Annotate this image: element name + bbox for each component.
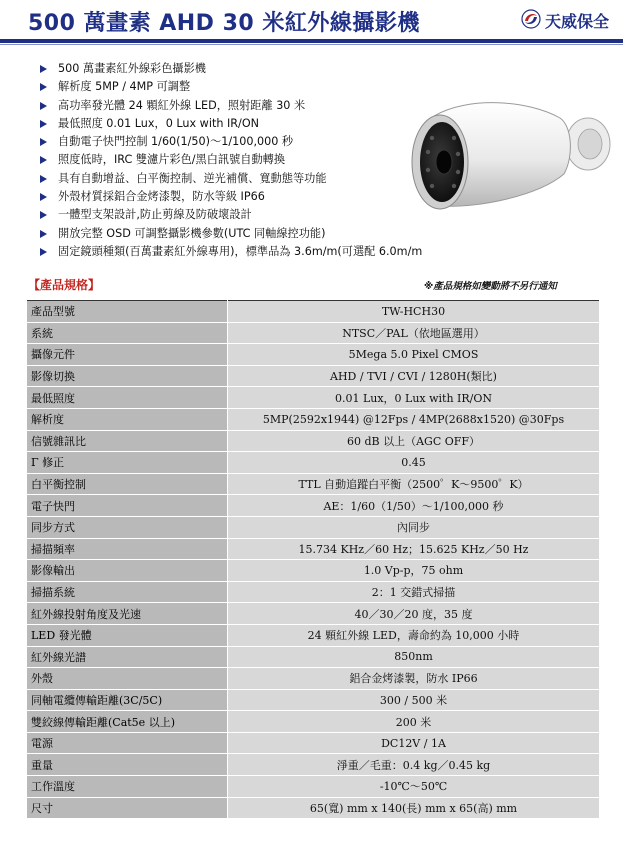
brand-logo [521, 6, 617, 34]
spec-label: 同軸電纜傳輸距離(3C/5C) [27, 689, 228, 711]
table-row [27, 776, 600, 798]
triangle-bullet-icon [40, 83, 47, 91]
table-row [27, 689, 600, 711]
spec-value: 0.45 [228, 452, 600, 474]
feature-item: 高功率發光體 24 顆紅外線 LED，照射距離 30 米 [38, 97, 422, 115]
feature-item: 開放完整 OSD 可調整攝影機參數(UTC 同軸線控功能) [38, 225, 422, 243]
spec-value: 60 dB 以上（AGC OFF） [228, 430, 600, 452]
spec-label: Γ 修正 [27, 452, 228, 474]
table-row [27, 646, 600, 668]
table-row [27, 344, 600, 366]
spec-label: LED 發光體 [27, 624, 228, 646]
spec-label: 外殼 [27, 668, 228, 690]
spec-label: 同步方式 [27, 516, 228, 538]
spec-table [26, 300, 600, 819]
spec-value: 65(寬) mm x 140(長) mm x 65(高) mm [228, 797, 600, 819]
table-row [27, 754, 600, 776]
spec-value: TW-HCH30 [228, 301, 600, 323]
title-divider [0, 39, 623, 43]
table-row [27, 668, 600, 690]
spec-value: 0.01 Lux，0 Lux with IR/ON [228, 387, 600, 409]
spec-value: NTSC／PAL（依地區選用） [228, 322, 600, 344]
feature-item: 具有自動增益、白平衡控制、逆光補償、寬動態等功能 [38, 170, 422, 188]
spec-value: AHD / TVI / CVI / 1280H(類比) [228, 365, 600, 387]
spec-value: 5MP(2592x1944) @12Fps / 4MP(2688x1520) @30Fps [228, 408, 600, 430]
table-row [27, 624, 600, 646]
feature-list [38, 60, 422, 261]
triangle-bullet-icon [40, 138, 47, 146]
spec-value: -10℃～50℃ [228, 776, 600, 798]
spec-value: TTL 自動追蹤白平衡（2500゜K～9500゜K） [228, 473, 600, 495]
spec-label: 紅外線光譜 [27, 646, 228, 668]
feature-item: 解析度 5MP / 4MP 可調整 [38, 78, 422, 96]
brand-name: 天威保全 [545, 12, 610, 31]
spec-value: AE：1/60（1/50）～1/100,000 秒 [228, 495, 600, 517]
table-row [27, 538, 600, 560]
triangle-bullet-icon [40, 193, 47, 201]
spec-label: 電源 [27, 732, 228, 754]
spec-label: 電子快門 [27, 495, 228, 517]
camera-product-image [398, 78, 614, 228]
spec-label: 雙絞線傳輸距離(Cat5e 以上) [27, 711, 228, 733]
triangle-bullet-icon [40, 102, 47, 110]
spec-label: 產品型號 [27, 301, 228, 323]
spec-value: 15.734 KHz／60 Hz；15.625 KHz／50 Hz [228, 538, 600, 560]
feature-item: 固定鏡頭種類(百萬畫素紅外線專用)，標準品為 3.6m/m(可選配 6.0m/m [38, 243, 422, 261]
page-title: 500 萬畫素 AHD 30 米紅外線攝影機 [28, 11, 420, 36]
table-row [27, 430, 600, 452]
table-row [27, 301, 600, 323]
triangle-bullet-icon [40, 65, 47, 73]
spec-value: 淨重／毛重：0.4 kg／0.45 kg [228, 754, 600, 776]
spec-label: 重量 [27, 754, 228, 776]
spec-value: 內同步 [228, 516, 600, 538]
spec-value: 1.0 Vp-p，75 ohm [228, 560, 600, 582]
spec-heading: 【產品規格】 [28, 278, 101, 292]
table-row [27, 711, 600, 733]
spec-value: 24 顆紅外線 LED，壽命約為 10,000 小時 [228, 624, 600, 646]
spec-note: ※產品規格如變動將不另行通知 [424, 281, 557, 292]
spec-value: 2：1 交錯式掃描 [228, 581, 600, 603]
table-row [27, 322, 600, 344]
table-row [27, 408, 600, 430]
spec-label: 系統 [27, 322, 228, 344]
spec-label: 紅外線投射角度及光速 [27, 603, 228, 625]
table-row [27, 560, 600, 582]
table-row [27, 452, 600, 474]
title-divider-thin [0, 44, 623, 45]
table-row [27, 581, 600, 603]
triangle-bullet-icon [40, 211, 47, 219]
triangle-bullet-icon [40, 156, 47, 164]
table-row [27, 732, 600, 754]
feature-item: 照度低時，IRC 雙濾片彩色/黑白訊號自動轉換 [38, 151, 422, 169]
table-row [27, 495, 600, 517]
feature-item: 一體型支架設計,防止剪線及防破壞設計 [38, 206, 422, 224]
triangle-bullet-icon [40, 230, 47, 238]
feature-item: 自動電子快門控制 1/60(1/50)～1/100,000 秒 [38, 133, 422, 151]
spec-value: 鋁合金烤漆製，防水 IP66 [228, 668, 600, 690]
spec-label: 解析度 [27, 408, 228, 430]
spec-value: 850nm [228, 646, 600, 668]
spec-value: 40／30／20 度，35 度 [228, 603, 600, 625]
spec-value: 5Mega 5.0 Pixel CMOS [228, 344, 600, 366]
table-row [27, 473, 600, 495]
table-row [27, 387, 600, 409]
spec-value: DC12V / 1A [228, 732, 600, 754]
spec-label: 最低照度 [27, 387, 228, 409]
spec-label: 影像切換 [27, 365, 228, 387]
spec-label: 掃描系統 [27, 581, 228, 603]
spec-label: 掃描頻率 [27, 538, 228, 560]
spec-label: 影像輸出 [27, 560, 228, 582]
triangle-bullet-icon [40, 248, 47, 256]
spec-label: 尺寸 [27, 797, 228, 819]
feature-item: 外殼材質採鋁合金烤漆製，防水等級 IP66 [38, 188, 422, 206]
table-row [27, 516, 600, 538]
table-row [27, 797, 600, 819]
spec-value: 300 / 500 米 [228, 689, 600, 711]
feature-item: 最低照度 0.01 Lux，0 Lux with IR/ON [38, 115, 422, 133]
brand-swirl-icon [521, 9, 541, 29]
spec-label: 信號雜訊比 [27, 430, 228, 452]
triangle-bullet-icon [40, 120, 47, 128]
table-row [27, 603, 600, 625]
table-row [27, 365, 600, 387]
spec-value: 200 米 [228, 711, 600, 733]
spec-label: 攝像元件 [27, 344, 228, 366]
spec-label: 工作溫度 [27, 776, 228, 798]
feature-item: 500 萬畫素紅外線彩色攝影機 [38, 60, 422, 78]
spec-label: 白平衡控制 [27, 473, 228, 495]
triangle-bullet-icon [40, 175, 47, 183]
